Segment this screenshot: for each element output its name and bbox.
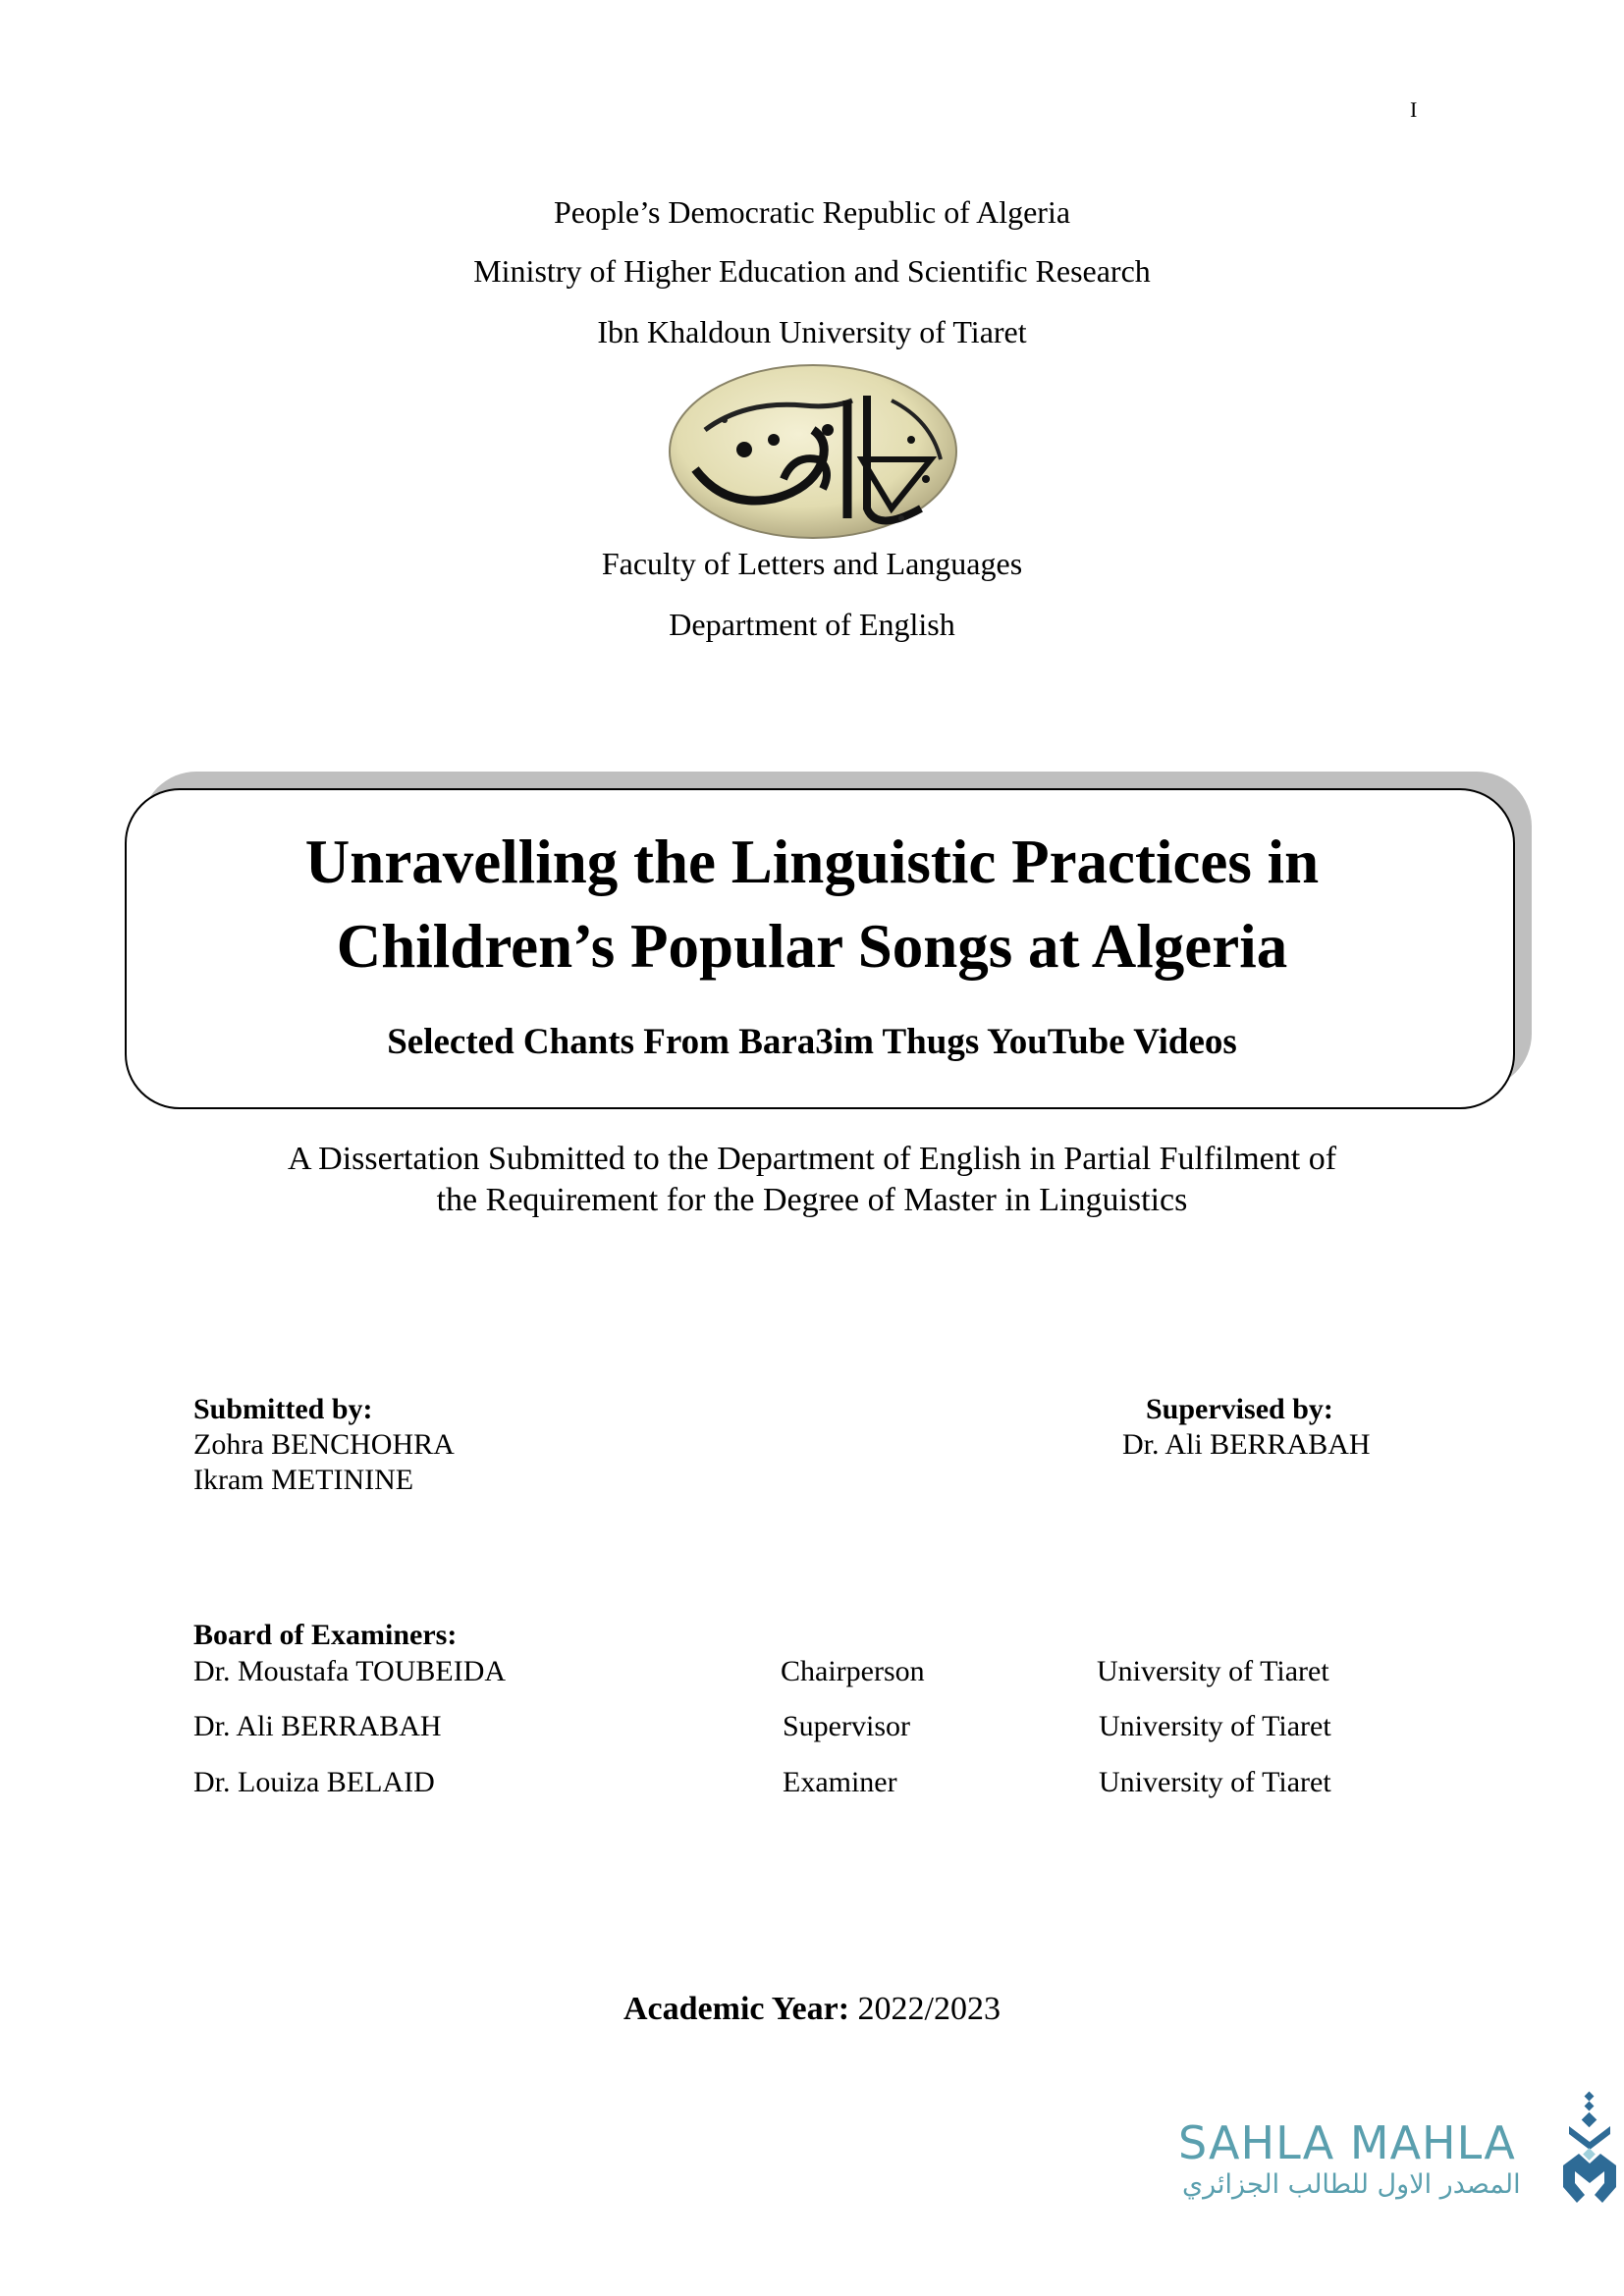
examiner-name: Dr. Ali BERRABAH xyxy=(193,1710,442,1742)
examiner-role: Chairperson xyxy=(781,1655,925,1687)
examiner-row xyxy=(193,1653,1431,1692)
title-line-2: Children’s Popular Songs at Algeria xyxy=(336,912,1288,981)
examiner-role: Examiner xyxy=(783,1766,897,1798)
examiner-affiliation: University of Tiaret xyxy=(1099,1766,1331,1798)
watermark-arabic-tagline: المصدر الاول للطالب الجزائري xyxy=(1182,2169,1521,2200)
watermark-emblem-icon xyxy=(1559,2089,1620,2207)
ministry-line: Ministry of Higher Education and Scientific Research xyxy=(473,253,1151,289)
academic-year-value: 2022/2023 xyxy=(857,1991,1001,2027)
submitted-by-label: Submitted by: xyxy=(193,1393,373,1425)
sahla-mahla-watermark xyxy=(1178,2109,1624,2216)
title-line-1: Unravelling the Linguistic Practices in xyxy=(304,828,1320,896)
examiner-affiliation: University of Tiaret xyxy=(1097,1655,1329,1687)
author-name: Ikram METININE xyxy=(193,1464,414,1496)
subtitle: Selected Chants From Bara3im Thugs YouTube Videos xyxy=(387,1022,1237,1062)
examiner-name: Dr. Louiza BELAID xyxy=(193,1766,435,1798)
author-name: Zohra BENCHOHRA xyxy=(193,1428,455,1461)
university-seal-logo xyxy=(666,361,960,542)
faculty-line: Faculty of Letters and Languages xyxy=(601,546,1023,581)
examiner-row xyxy=(193,1708,1431,1747)
page-number: I xyxy=(1410,97,1418,122)
examiner-row xyxy=(193,1764,1431,1803)
dissertation-line-2: the Requirement for the Degree of Master in Linguistics xyxy=(436,1182,1188,1218)
board-label: Board of Examiners: xyxy=(193,1619,458,1651)
university-line: Ibn Khaldoun University of Tiaret xyxy=(597,314,1027,349)
examiner-affiliation: University of Tiaret xyxy=(1099,1710,1331,1742)
supervised-by-label: Supervised by: xyxy=(1146,1393,1333,1425)
academic-year-label: Academic Year: xyxy=(623,1991,850,2027)
supervisor-name: Dr. Ali BERRABAH xyxy=(1122,1428,1371,1461)
examiner-role: Supervisor xyxy=(783,1710,910,1742)
academic-year xyxy=(0,1989,1624,2030)
watermark-title: SAHLA MAHLA xyxy=(1178,2116,1516,2169)
country-line: People’s Democratic Republic of Algeria xyxy=(553,194,1071,230)
department-line: Department of English xyxy=(669,607,955,642)
examiner-name: Dr. Moustafa TOUBEIDA xyxy=(193,1655,507,1687)
dissertation-line-1: A Dissertation Submitted to the Department of English in Partial Fulfilment of xyxy=(287,1141,1337,1177)
